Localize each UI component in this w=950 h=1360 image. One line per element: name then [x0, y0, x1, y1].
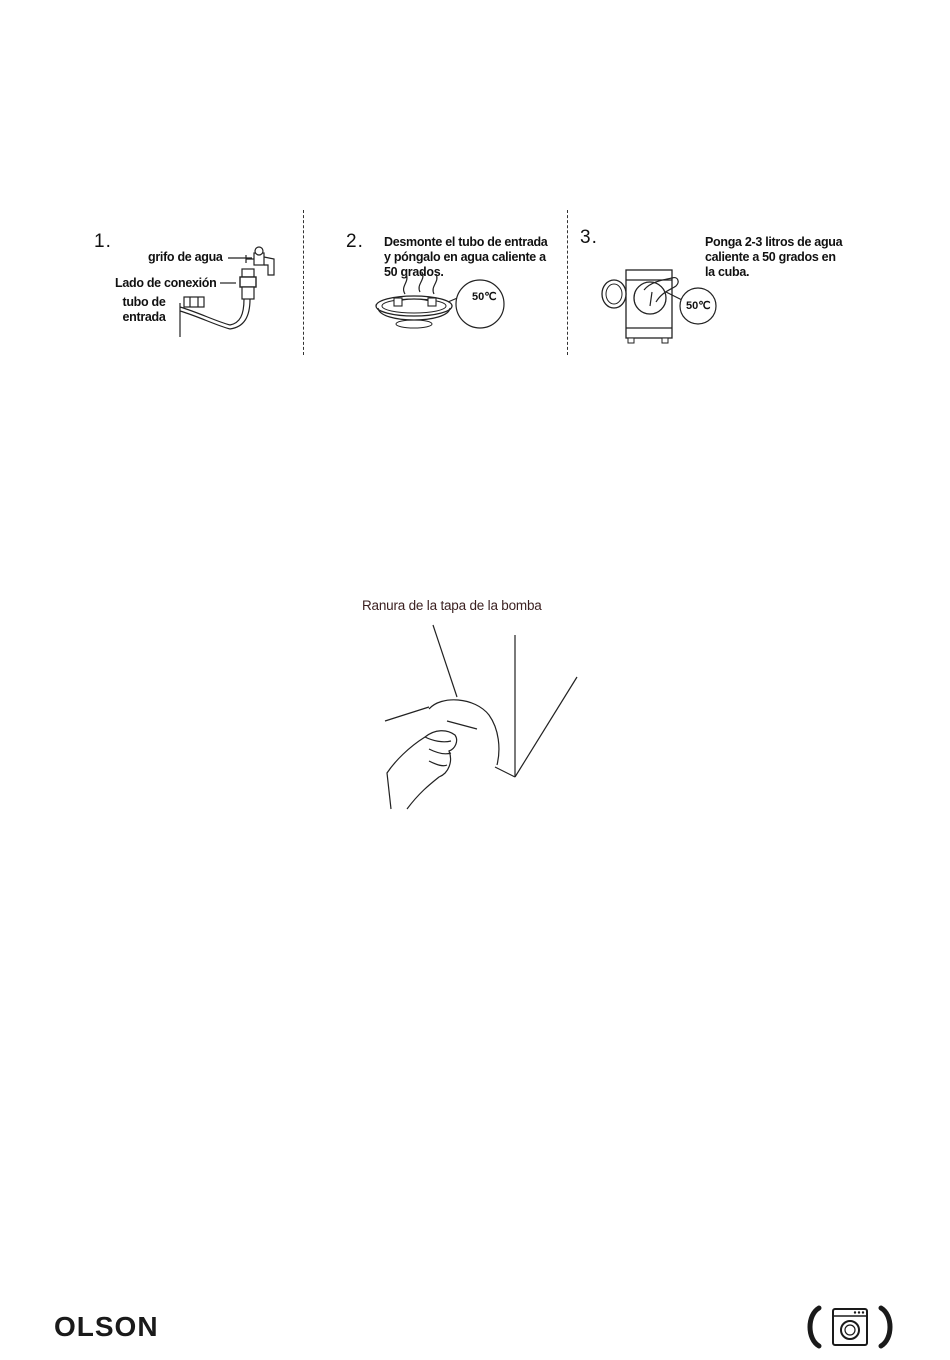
divider-1	[303, 210, 304, 355]
pump-cover-caption: Ranura de la tapa de la bomba	[362, 598, 542, 613]
step-1-number: 1.	[94, 231, 112, 252]
washing-machine-icon	[805, 1305, 895, 1349]
connection-label: Lado de conexión	[115, 276, 217, 290]
step-2-text: Desmonte el tubo de entrada y póngalo en agua caliente a 50 grados.	[384, 235, 548, 279]
hose-label: tubo de entrada	[122, 295, 166, 324]
step-3-temperature: 50℃	[686, 300, 711, 312]
step-3-number: 3.	[580, 227, 598, 248]
brand-logo: OLSON	[54, 1311, 159, 1342]
step-3-text: Ponga 2-3 litros de agua caliente a 50 grados en la cuba.	[705, 235, 843, 279]
faucet-label: grifo de agua	[148, 250, 223, 264]
step-2-temperature: 50℃	[472, 291, 497, 303]
faucet-hose-illustration	[170, 245, 290, 345]
step-2-number: 2.	[346, 231, 364, 252]
basin-illustration	[370, 272, 510, 342]
pump-cover-illustration	[385, 625, 585, 810]
divider-2	[567, 210, 568, 355]
